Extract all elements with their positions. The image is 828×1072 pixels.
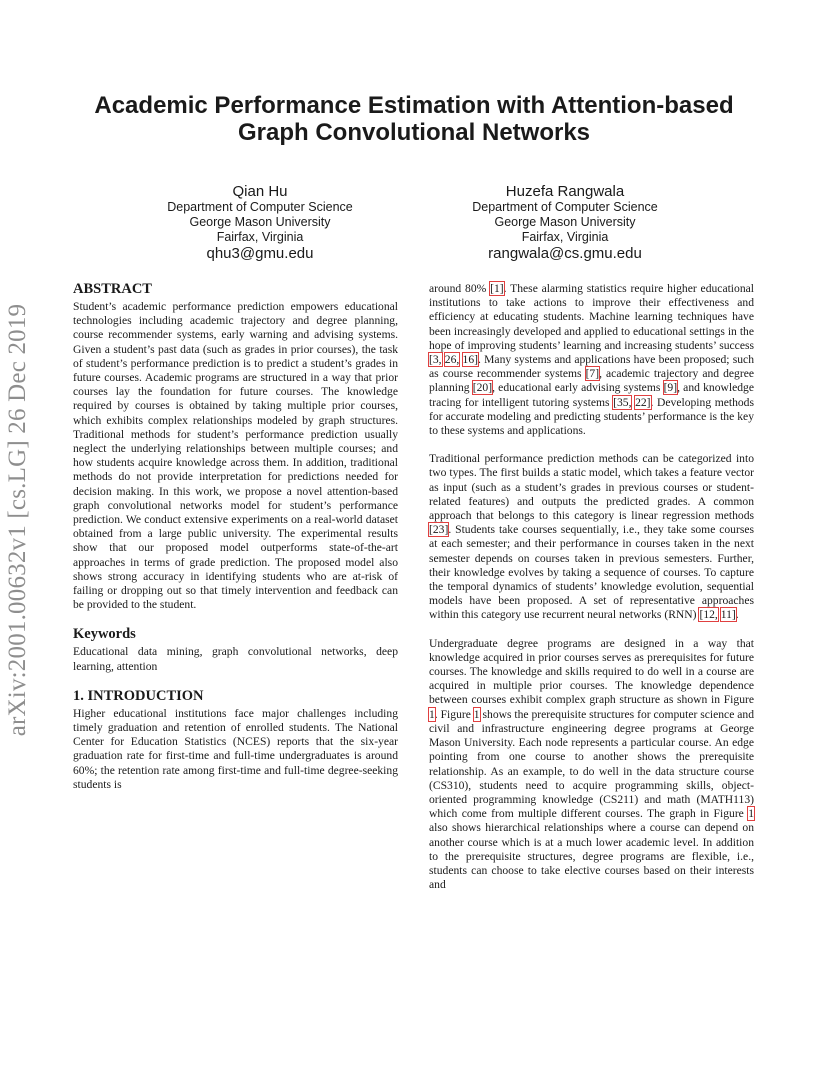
keywords-heading: Keywords xyxy=(73,626,136,643)
citation-link[interactable]: [9] xyxy=(663,381,678,395)
author-block-2 xyxy=(445,183,685,262)
figure-link[interactable]: 1 xyxy=(429,707,435,721)
paper-title xyxy=(60,92,768,146)
introduction-heading: 1. INTRODUCTION xyxy=(73,687,204,704)
figure-link[interactable]: 1 xyxy=(473,707,480,721)
author-location: Fairfax, Virginia xyxy=(521,230,609,244)
author-name: Huzefa Rangwala xyxy=(505,183,625,200)
citation-link[interactable]: 16] xyxy=(462,353,478,367)
figure-link[interactable]: 1 xyxy=(748,807,754,821)
author-location: Fairfax, Virginia xyxy=(216,230,304,244)
abstract-text: Student’s academic performance prediction empowers educational technologies including academic trajectory and degree planning, course recommender systems, early warning and advising systems. Given a student’s past data (such as grades in prior courses), the task of student’s performance prediction is to predict a student’s grades in future courses. Academic programs are structured in a way that prior courses lay the foundation for future courses. The knowledge required by courses is obtained by taking multiple prior courses, which exhibits complex relationships modeled by graph structures. Traditional methods for student’s performance prediction usually neglect the underlying relationships between multiple courses; and how students acquire knowledge across them. In addition, traditional methods do not provide interpretation for predictions needed for decision making. In this work, we propose a novel attention-based graph convolutional networks model for student’s performance prediction. We conduct extensive experiments on a real-world dataset obtained from a large public university. The experimental results show that our proposed model outperforms state-of-the-art approaches in terms of grade prediction. The proposed model also shows strong accuracy in identifying students who are at-risk of failing or dropping out so that timely intervention and feedback can be provided to the student. xyxy=(73,300,398,612)
introduction-paragraph: Higher educational institutions face major challenges including timely graduation and retention of enrolled students. The National Center for Education Statistics (NCES) reports that the six-year graduation rate for first-time and full-time undergraduates is around 60%; the retention rate among first-time and full-time degree-seeking students is xyxy=(73,706,398,791)
citation-link[interactable]: [7] xyxy=(585,367,600,381)
author-university: George Mason University xyxy=(189,215,331,229)
left-column xyxy=(73,281,398,792)
title-line-1: Academic Performance Estimation with Attention-based xyxy=(94,92,734,119)
citation-link[interactable]: [20] xyxy=(472,381,493,395)
arxiv-stamp: arXiv:2001.00632v1 [cs.LG] 26 Dec 2019 xyxy=(4,303,31,737)
author-department: Department of Computer Science xyxy=(472,200,658,214)
title-line-2: Graph Convolutional Networks xyxy=(237,119,591,146)
author-department: Department of Computer Science xyxy=(167,200,353,214)
citation-link[interactable]: [1] xyxy=(490,282,504,295)
citation-link[interactable]: [3, xyxy=(429,353,442,367)
citation-link[interactable]: 11] xyxy=(720,608,736,622)
abstract-heading: ABSTRACT xyxy=(73,281,152,297)
author-block-1 xyxy=(140,183,380,262)
author-name: Qian Hu xyxy=(232,183,288,200)
citation-link[interactable]: [23] xyxy=(429,523,449,537)
citation-link[interactable]: [35, xyxy=(613,395,632,409)
citation-link[interactable]: 26, xyxy=(444,353,460,367)
citation-link[interactable]: [12, xyxy=(699,608,718,622)
body-paragraph-3: Undergraduate degree programs are designed in a way that knowledge acquired in prior courses serves as prerequisites for future courses. The knowledge and skills required to do well in a course are acquired in multiple prior courses. The knowledge dependence between courses exhibit complex graph structure as shown in Figure 1. Figure 1 shows the prerequisite structures for computer science and civil and infrastructure engineering degree programs at George Mason University. Each node represents a particular course. An edge pointing from one course to another shows the prerequisite relationship. As an example, to do well in the data structure course (CS310), students need to acquire programming skills, object-oriented programming knowledge (CS211) and math (MATH113) which come from multiple different courses. The graph in Figure 1 also shows hierarchical relationships where a course can depend on another course which is at a much lower academic level. In addition to the prerequisite structures, degree programs are flexible, i.e., students can choose to take elective courses based on their interests and xyxy=(429,636,754,892)
author-university: George Mason University xyxy=(494,215,636,229)
keywords-text: Educational data mining, graph convolutional networks, deep learning, attention xyxy=(73,645,398,673)
citation-link[interactable]: 22] xyxy=(635,395,651,409)
author-email: qhu3@gmu.edu xyxy=(206,245,314,262)
author-email: rangwala@cs.gmu.edu xyxy=(488,245,642,262)
right-column xyxy=(429,282,754,892)
body-paragraph-2: Traditional performance prediction methods can be categorized into two types. The first builds a static model, which takes a feature vector as input (such as a student’s grades in previous courses or student-related features) and outputs the predicted grades. A common approach that belongs to this category is linear regression methods [23]. Students take courses sequentially, i.e., they take some courses at each semester; and their performance in courses taken in the next semester depends on courses taken in previous semesters. Further, their knowledge evolves by taking a sequence of courses. To capture the temporal dynamics of students’ knowledge evolution, sequential models have been proposed. A set of representative approaches within this category use recurrent neural networks (RNN) [12, 11]. xyxy=(429,452,754,622)
body-paragraph-1: around 80% [1]. These alarming statistics require higher educational institutions to take actions to improve their effectiveness and efficiency at educating students. Machine learning techniques have been increasingly developed and applied to educational settings in the hope of improving students’ learning and increasing students’ success [3, 26, 16]. Many systems and applications have been proposed; such as course recommender systems [7], academic trajectory and degree planning [20], educational early advising systems [9], and knowledge tracing for intelligent tutoring systems [35, 22]. Developing methods for accurate modeling and predicting students’ performance is the key to these systems and applications. xyxy=(429,282,754,438)
